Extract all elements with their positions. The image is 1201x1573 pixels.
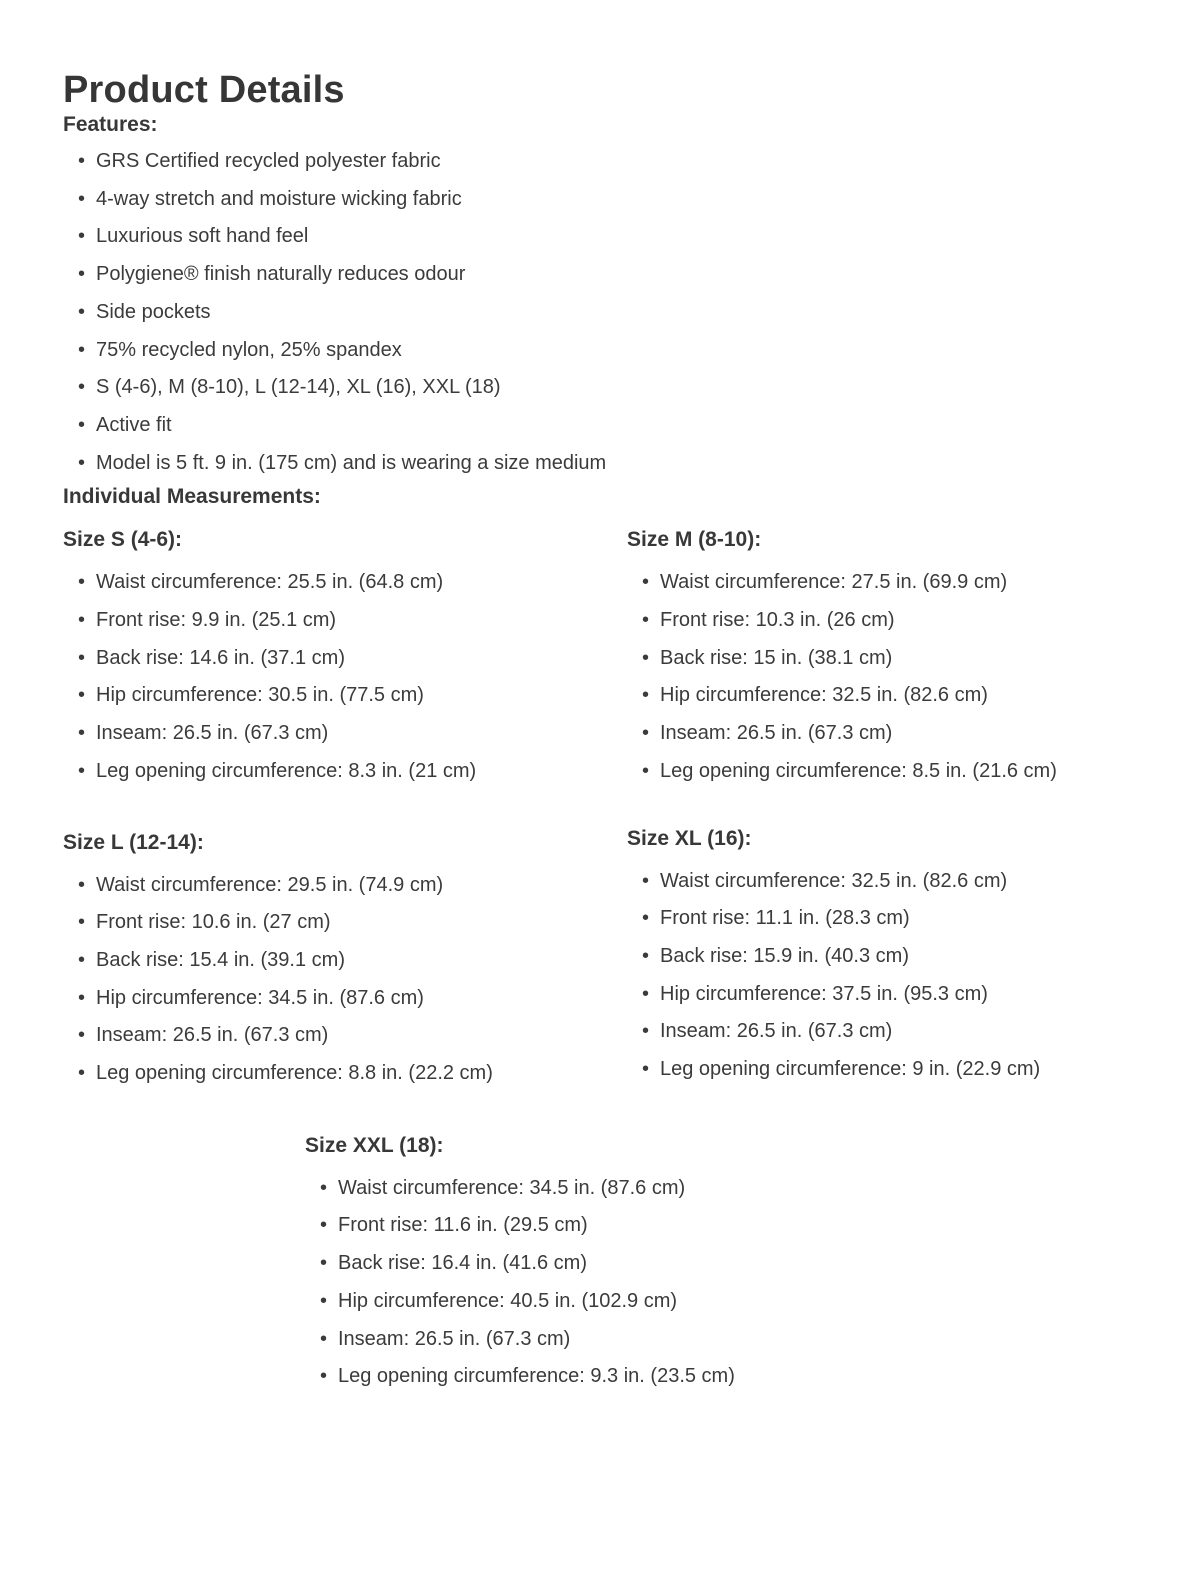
size-m-heading: Size M (8-10): <box>627 528 762 552</box>
feature-item: • Active fit <box>96 407 1181 445</box>
feature-item: • 75% recycled nylon, 25% spandex <box>96 332 1181 370</box>
measurement-item: • Waist circumference: 32.5 in. (82.6 cm) <box>660 863 1181 901</box>
measurement-item: • Waist circumference: 29.5 in. (74.9 cm) <box>96 867 627 905</box>
measurement-item: • Leg opening circumference: 9 in. (22.9 cm) <box>660 1051 1181 1089</box>
measurement-item: • Hip circumference: 40.5 in. (102.9 cm) <box>338 1283 1181 1321</box>
measurement-item: • Back rise: 14.6 in. (37.1 cm) <box>96 640 627 678</box>
measurement-item: • Front rise: 11.6 in. (29.5 cm) <box>338 1207 1181 1245</box>
size-s-list <box>63 564 627 790</box>
feature-item: • Luxurious soft hand feel <box>96 218 1181 256</box>
measurements-heading: Individual Measurements: <box>63 485 321 509</box>
features-list <box>63 143 1181 482</box>
size-l-section <box>63 828 627 1093</box>
size-xl-heading: Size XL (16): <box>627 826 752 850</box>
measurement-item: • Inseam: 26.5 in. (67.3 cm) <box>96 1017 627 1055</box>
measurement-item: • Inseam: 26.5 in. (67.3 cm) <box>660 1013 1181 1051</box>
size-s-heading: Size S (4-6): <box>63 528 183 552</box>
size-xxl-section <box>305 1131 1181 1396</box>
measurement-item: • Inseam: 26.5 in. (67.3 cm) <box>660 715 1181 753</box>
measurement-item: • Front rise: 9.9 in. (25.1 cm) <box>96 602 627 640</box>
measurement-item: • Waist circumference: 25.5 in. (64.8 cm) <box>96 564 627 602</box>
size-xl-list <box>627 863 1181 1089</box>
measurement-item: • Leg opening circumference: 8.8 in. (22.2 cm) <box>96 1055 627 1093</box>
measurement-item: • Hip circumference: 37.5 in. (95.3 cm) <box>660 976 1181 1014</box>
size-l-list <box>63 867 627 1093</box>
size-m-section <box>627 525 1181 790</box>
measurement-item: • Front rise: 10.3 in. (26 cm) <box>660 602 1181 640</box>
feature-item: • Model is 5 ft. 9 in. (175 cm) and is wearing a size medium <box>96 445 1181 483</box>
measurement-item: • Inseam: 26.5 in. (67.3 cm) <box>338 1321 1181 1359</box>
size-xxl-list <box>305 1170 1181 1396</box>
features-heading: Features: <box>63 113 158 136</box>
page-title: Product Details <box>63 69 345 111</box>
feature-item: • Side pockets <box>96 294 1181 332</box>
size-xl-section <box>627 824 1181 1089</box>
measurement-item: • Front rise: 11.1 in. (28.3 cm) <box>660 900 1181 938</box>
measurement-item: • Front rise: 10.6 in. (27 cm) <box>96 904 627 942</box>
size-row-l-xl <box>63 828 1181 1093</box>
feature-item: • Polygiene® finish naturally reduces odour <box>96 256 1181 294</box>
feature-item: • S (4-6), M (8-10), L (12-14), XL (16), XXL (18) <box>96 369 1181 407</box>
measurement-item: • Hip circumference: 32.5 in. (82.6 cm) <box>660 677 1181 715</box>
measurement-item: • Leg opening circumference: 8.5 in. (21.6 cm) <box>660 753 1181 791</box>
measurement-item: • Hip circumference: 34.5 in. (87.6 cm) <box>96 980 627 1018</box>
size-xxl-heading: Size XXL (18): <box>305 1133 444 1157</box>
measurement-item: • Waist circumference: 34.5 in. (87.6 cm) <box>338 1170 1181 1208</box>
measurement-item: • Leg opening circumference: 8.3 in. (21 cm) <box>96 753 627 791</box>
size-l-heading: Size L (12-14): <box>63 830 204 854</box>
size-s-section <box>63 525 627 790</box>
measurement-item: • Back rise: 15.4 in. (39.1 cm) <box>96 942 627 980</box>
measurement-item: • Back rise: 15 in. (38.1 cm) <box>660 640 1181 678</box>
measurement-item: • Waist circumference: 27.5 in. (69.9 cm) <box>660 564 1181 602</box>
size-row-s-m <box>63 525 1181 790</box>
measurement-item: • Inseam: 26.5 in. (67.3 cm) <box>96 715 627 753</box>
feature-item: • 4-way stretch and moisture wicking fabric <box>96 181 1181 219</box>
size-m-list <box>627 564 1181 790</box>
measurement-item: • Back rise: 16.4 in. (41.6 cm) <box>338 1245 1181 1283</box>
measurement-item: • Back rise: 15.9 in. (40.3 cm) <box>660 938 1181 976</box>
measurement-item: • Hip circumference: 30.5 in. (77.5 cm) <box>96 677 627 715</box>
measurement-item: • Leg opening circumference: 9.3 in. (23.5 cm) <box>338 1358 1181 1396</box>
feature-item: • GRS Certified recycled polyester fabric <box>96 143 1181 181</box>
